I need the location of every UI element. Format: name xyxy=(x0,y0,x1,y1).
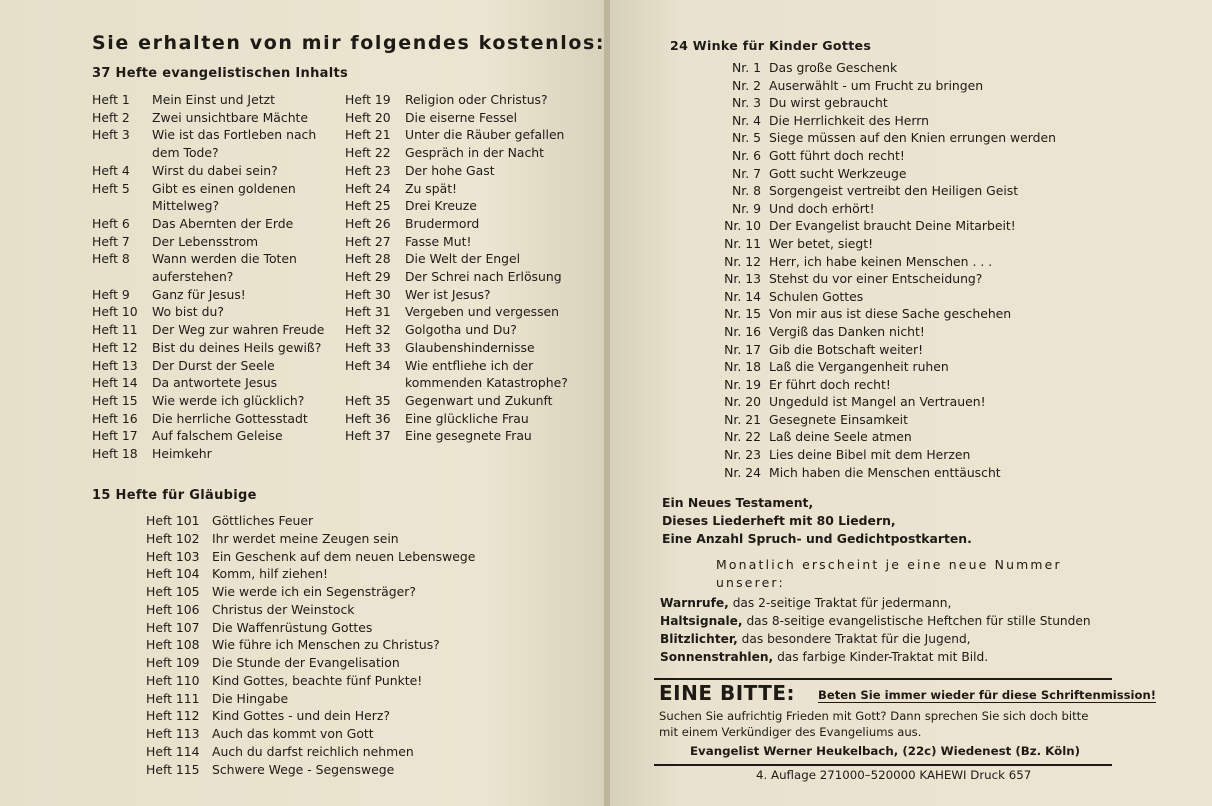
item-number: Heft 20 xyxy=(345,109,391,125)
item-number: Nr. 1 xyxy=(732,60,761,75)
item-title: Auch du darfst reichlich nehmen xyxy=(212,743,414,759)
list-item xyxy=(146,707,475,725)
item-number: Nr. 13 xyxy=(724,271,761,287)
item-title-continued: auferstehen? xyxy=(152,269,234,285)
list-item xyxy=(712,59,1056,77)
list-item xyxy=(92,321,324,339)
item-title: Du wirst gebraucht xyxy=(769,95,888,111)
item-number: Nr. 3 xyxy=(732,95,761,111)
item-number: Heft 8 xyxy=(92,251,130,267)
list-item xyxy=(345,250,568,268)
item-title: Gespräch in der Nacht xyxy=(405,145,544,161)
list-item xyxy=(146,672,475,690)
item-number: Heft 30 xyxy=(345,286,391,302)
item-title: Die Herrlichkeit des Herrn xyxy=(769,112,930,128)
list-item xyxy=(146,761,475,779)
list-item xyxy=(92,445,324,463)
list-item xyxy=(345,126,568,144)
item-number: Nr. 7 xyxy=(732,165,761,181)
list-item xyxy=(345,286,568,304)
item-number: Nr. 16 xyxy=(724,323,761,339)
item-number: Heft 15 xyxy=(92,392,138,408)
list-item xyxy=(146,512,475,530)
indent-spacer xyxy=(92,268,152,286)
item-number: Heft 103 xyxy=(146,548,200,564)
item-number: Heft 35 xyxy=(345,392,391,408)
list-item xyxy=(345,392,568,410)
list-item xyxy=(712,77,1056,95)
list-item xyxy=(712,112,1056,130)
item-title: Auf falschem Geleise xyxy=(152,428,283,444)
item-number: Heft 1 xyxy=(92,92,130,107)
series-item xyxy=(660,648,1091,666)
item-title: Das Abernten der Erde xyxy=(152,215,294,231)
list-item xyxy=(345,144,568,162)
list-item xyxy=(92,303,324,321)
item-title: Der Durst der Seele xyxy=(152,357,275,373)
item-title: Christus der Weinstock xyxy=(212,601,355,617)
list-item xyxy=(345,233,568,251)
item-title: Komm, hilf ziehen! xyxy=(212,566,329,582)
list-item xyxy=(712,446,1056,464)
list-item xyxy=(712,323,1056,341)
item-number: Heft 31 xyxy=(345,304,391,320)
item-title: Gesegnete Einsamkeit xyxy=(769,411,908,427)
booklet-list-1-18 xyxy=(92,91,324,463)
list-item xyxy=(92,374,324,392)
item-number: Heft 19 xyxy=(345,92,391,107)
item-title: Religion oder Christus? xyxy=(405,92,548,107)
list-item xyxy=(146,601,475,619)
booklet-list-101-115 xyxy=(146,512,475,778)
item-title: Laß deine Seele atmen xyxy=(769,429,912,445)
item-number: Nr. 8 xyxy=(732,183,761,199)
list-item xyxy=(146,530,475,548)
item-number: Nr. 18 xyxy=(724,359,761,375)
list-item xyxy=(345,268,568,286)
item-title: Unter die Räuber gefallen xyxy=(405,127,565,143)
item-number: Heft 9 xyxy=(92,286,130,302)
hints-list xyxy=(712,59,1056,481)
item-number: Heft 104 xyxy=(146,566,200,582)
list-item xyxy=(712,358,1056,376)
item-title: Ihr werdet meine Zeugen sein xyxy=(212,530,399,546)
item-number: Heft 28 xyxy=(345,251,391,267)
item-title: Sorgengeist vertreibt den Heiligen Geist xyxy=(769,183,1019,199)
item-title: Kind Gottes, beachte fünf Punkte! xyxy=(212,672,423,688)
item-title: Golgotha und Du? xyxy=(405,322,517,338)
item-number: Heft 111 xyxy=(146,690,200,706)
list-item xyxy=(712,129,1056,147)
item-number: Heft 107 xyxy=(146,619,200,635)
item-number: Heft 105 xyxy=(146,584,200,599)
item-title: Der Lebensstrom xyxy=(152,233,259,249)
item-number: Nr. 9 xyxy=(732,200,761,216)
item-number: Heft 114 xyxy=(146,743,200,759)
item-title: Die eiserne Fessel xyxy=(405,109,518,125)
indent-spacer xyxy=(92,144,152,162)
item-title: Die Welt der Engel xyxy=(405,251,521,267)
series-desc: das farbige Kinder-Traktat mit Bild. xyxy=(777,650,989,664)
item-number: Nr. 11 xyxy=(724,235,761,251)
list-item xyxy=(712,376,1056,394)
item-number: Heft 2 xyxy=(92,109,130,125)
list-item xyxy=(92,233,324,251)
list-item xyxy=(712,182,1056,200)
list-item xyxy=(345,162,568,180)
list-item xyxy=(92,109,324,127)
item-number: Nr. 5 xyxy=(732,130,761,146)
item-number: Nr. 10 xyxy=(724,218,761,234)
list-item xyxy=(712,165,1056,183)
series-item xyxy=(660,594,1091,612)
item-number: Heft 14 xyxy=(92,375,138,391)
item-title: Drei Kreuze xyxy=(405,198,477,214)
list-item xyxy=(345,197,568,215)
list-item xyxy=(92,250,324,268)
item-title: Heimkehr xyxy=(152,446,212,462)
item-number: Heft 115 xyxy=(146,761,200,777)
list-item xyxy=(146,654,475,672)
item-number: Heft 17 xyxy=(92,428,138,444)
publisher-signature: Evangelist Werner Heukelbach, (22c) Wiedenest (Bz. Köln) xyxy=(690,744,1081,758)
extra-item: Eine Anzahl Spruch- und Gedichtpostkarten. xyxy=(662,531,972,546)
item-title: Stehst du vor einer Entscheidung? xyxy=(769,271,983,287)
indent-spacer xyxy=(345,374,405,392)
list-item xyxy=(345,410,568,428)
series-desc: das 8-seitige evangelistische Heftchen für stille Stunden xyxy=(746,614,1091,628)
item-number: Heft 36 xyxy=(345,410,391,426)
divider-bottom xyxy=(654,764,1112,766)
item-title: Die Stunde der Evangelisation xyxy=(212,655,400,670)
print-info: 4. Auflage 271000–520000 KAHEWI Druck 657 xyxy=(756,768,1032,782)
list-item xyxy=(92,126,324,144)
list-item xyxy=(92,392,324,410)
list-item xyxy=(92,427,324,445)
item-title: Zwei unsichtbare Mächte xyxy=(152,109,309,125)
request-line: Suchen Sie aufrichtig Frieden mit Gott? Dann sprechen Sie sich doch bitte xyxy=(659,709,1089,723)
section-title-believers: 15 Hefte für Gläubige xyxy=(92,488,257,503)
page-heading: Sie erhalten von mir folgendes kostenlos: xyxy=(92,32,606,54)
item-number: Heft 26 xyxy=(345,215,391,231)
item-title-continued: dem Tode? xyxy=(152,145,219,161)
item-number: Heft 10 xyxy=(92,304,138,320)
list-item xyxy=(712,428,1056,446)
item-title: Und doch erhört! xyxy=(769,200,875,216)
item-number: Heft 6 xyxy=(92,215,130,231)
section-title-hints: 24 Winke für Kinder Gottes xyxy=(670,38,872,53)
item-title: Die herrliche Gottesstadt xyxy=(152,410,308,426)
list-item xyxy=(345,321,568,339)
extra-item: Ein Neues Testament, xyxy=(662,495,814,510)
request-line: mit einem Verkündiger des Evangeliums aus. xyxy=(659,725,922,739)
series-name: Sonnenstrahlen, xyxy=(660,650,774,664)
item-title: Er führt doch recht! xyxy=(769,376,891,392)
item-title: Der Weg zur wahren Freude xyxy=(152,322,325,338)
item-number: Nr. 14 xyxy=(724,288,761,304)
item-number: Heft 16 xyxy=(92,410,138,426)
item-number: Heft 12 xyxy=(92,339,138,355)
request-text xyxy=(659,708,1088,740)
list-item xyxy=(146,583,475,601)
item-number: Heft 25 xyxy=(345,198,391,214)
item-title-continued: Mittelweg? xyxy=(152,198,220,214)
list-item xyxy=(92,286,324,304)
item-number: Nr. 24 xyxy=(724,464,761,480)
list-item xyxy=(712,200,1056,218)
list-item xyxy=(345,109,568,127)
monthly-line: Monatlich erscheint je eine neue Nummer xyxy=(716,557,1062,572)
item-title: Fasse Mut! xyxy=(405,233,472,249)
list-item xyxy=(712,341,1056,359)
item-title: Vergeben und vergessen xyxy=(405,304,559,320)
item-title: Wie entfliehe ich der xyxy=(405,357,534,373)
item-title: Ganz für Jesus! xyxy=(152,286,246,302)
indent-spacer xyxy=(92,197,152,215)
list-item-continuation xyxy=(345,374,568,392)
item-number: Heft 22 xyxy=(345,145,391,161)
item-title: Göttliches Feuer xyxy=(212,513,314,528)
item-number: Nr. 17 xyxy=(724,341,761,357)
item-title: Schwere Wege - Segenswege xyxy=(212,761,395,777)
item-title: Der Evangelist braucht Deine Mitarbeit! xyxy=(769,218,1016,234)
item-title: Wer ist Jesus? xyxy=(405,286,491,302)
item-title: Von mir aus ist diese Sache geschehen xyxy=(769,306,1012,322)
item-number: Heft 27 xyxy=(345,233,391,249)
item-number: Heft 101 xyxy=(146,513,200,528)
item-title: Auch das kommt von Gott xyxy=(212,726,374,741)
extra-item: Dieses Liederheft mit 80 Liedern, xyxy=(662,513,896,528)
list-item xyxy=(345,215,568,233)
list-item xyxy=(712,464,1056,482)
item-title-continued: kommenden Katastrophe? xyxy=(405,375,568,391)
request-title: EINE BITTE: xyxy=(659,681,796,705)
item-number: Heft 110 xyxy=(146,672,200,688)
item-number: Heft 32 xyxy=(345,322,391,338)
item-title: Ein Geschenk auf dem neuen Lebenswege xyxy=(212,548,476,564)
list-item xyxy=(345,427,568,445)
item-number: Nr. 6 xyxy=(732,147,761,163)
request-subtitle: Beten Sie immer wieder für diese Schriftenmission! xyxy=(818,688,1157,702)
list-item xyxy=(712,147,1056,165)
item-number: Heft 109 xyxy=(146,655,200,670)
list-item xyxy=(345,91,568,109)
item-number: Heft 102 xyxy=(146,530,200,546)
item-number: Heft 37 xyxy=(345,428,391,444)
list-item xyxy=(712,305,1056,323)
list-item xyxy=(712,217,1056,235)
item-number: Heft 7 xyxy=(92,233,130,249)
item-title: Die Waffenrüstung Gottes xyxy=(212,619,373,635)
list-item xyxy=(146,725,475,743)
item-number: Nr. 20 xyxy=(724,394,761,410)
list-item xyxy=(712,253,1056,271)
item-number: Heft 108 xyxy=(146,637,200,653)
series-desc: das besondere Traktat für die Jugend, xyxy=(741,632,971,646)
item-title: Der hohe Gast xyxy=(405,162,495,178)
list-item xyxy=(712,411,1056,429)
item-title: Zu spät! xyxy=(405,180,458,196)
list-item xyxy=(92,410,324,428)
item-number: Heft 4 xyxy=(92,162,130,178)
series-name: Warnrufe, xyxy=(660,596,729,610)
item-number: Heft 23 xyxy=(345,162,391,178)
item-title: Wann werden die Toten xyxy=(152,251,297,267)
list-item xyxy=(92,357,324,375)
item-number: Heft 29 xyxy=(345,269,391,285)
list-item xyxy=(146,565,475,583)
book-gutter xyxy=(604,0,610,806)
item-number: Heft 13 xyxy=(92,357,138,373)
item-title: Wie werde ich glücklich? xyxy=(152,392,305,408)
list-item xyxy=(146,636,475,654)
item-number: Heft 33 xyxy=(345,339,391,355)
item-number: Heft 106 xyxy=(146,601,200,617)
item-title: Eine glückliche Frau xyxy=(405,410,529,426)
booklet-list-19-37 xyxy=(345,91,568,445)
list-item xyxy=(92,162,324,180)
item-title: Mich haben die Menschen enttäuscht xyxy=(769,464,1001,480)
list-item-continuation xyxy=(92,197,324,215)
series-item xyxy=(660,612,1091,630)
list-item xyxy=(92,339,324,357)
item-title: Brudermord xyxy=(405,215,480,231)
item-title: Gib die Botschaft weiter! xyxy=(769,341,924,357)
item-number: Nr. 12 xyxy=(724,253,761,269)
list-item xyxy=(712,393,1056,411)
list-item-continuation xyxy=(92,268,324,286)
item-title: Bist du deines Heils gewiß? xyxy=(152,339,322,355)
item-title: Siege müssen auf den Knien errungen werden xyxy=(769,130,1057,146)
item-title: Laß die Vergangenheit ruhen xyxy=(769,359,949,375)
list-item xyxy=(712,270,1056,288)
section-title-evangelistic: 37 Hefte evangelistischen Inhalts xyxy=(92,66,349,81)
item-title: Der Schrei nach Erlösung xyxy=(405,269,562,285)
series-name: Haltsignale, xyxy=(660,614,743,628)
item-number: Nr. 15 xyxy=(724,306,761,322)
series-item xyxy=(660,630,1091,648)
item-title: Wo bist du? xyxy=(152,304,224,320)
list-item xyxy=(92,91,324,109)
list-item xyxy=(146,548,475,566)
divider-top xyxy=(654,678,1112,680)
series-name: Blitzlichter, xyxy=(660,632,738,646)
list-item xyxy=(345,357,568,375)
list-item xyxy=(712,235,1056,253)
tract-series-list xyxy=(660,594,1091,666)
item-title: Wie ist das Fortleben nach xyxy=(152,127,317,143)
item-number: Nr. 2 xyxy=(732,77,761,93)
item-title: Mein Einst und Jetzt xyxy=(152,92,275,107)
list-item xyxy=(146,743,475,761)
item-number: Nr. 23 xyxy=(724,447,761,463)
item-number: Heft 11 xyxy=(92,322,138,338)
monthly-notice xyxy=(716,556,1062,592)
item-number: Heft 113 xyxy=(146,726,200,741)
item-title: Vergiß das Danken nicht! xyxy=(769,323,925,339)
item-number: Nr. 19 xyxy=(724,376,761,392)
item-number: Heft 18 xyxy=(92,446,138,462)
item-number: Heft 112 xyxy=(146,708,200,724)
item-number: Nr. 22 xyxy=(724,429,761,445)
list-item xyxy=(146,619,475,637)
monthly-line: unserer: xyxy=(716,575,785,590)
item-title: Eine gesegnete Frau xyxy=(405,428,532,444)
item-title: Wer betet, siegt! xyxy=(769,235,874,251)
item-title: Schulen Gottes xyxy=(769,288,864,304)
item-title: Da antwortete Jesus xyxy=(152,375,278,391)
item-number: Nr. 4 xyxy=(732,112,761,128)
list-item xyxy=(345,180,568,198)
list-item xyxy=(92,180,324,198)
item-title: Herr, ich habe keinen Menschen . . . xyxy=(769,253,993,269)
item-number: Heft 5 xyxy=(92,180,130,196)
series-desc: das 2-seitige Traktat für jedermann, xyxy=(732,596,952,610)
item-title: Wie führe ich Menschen zu Christus? xyxy=(212,637,440,653)
item-title: Wie werde ich ein Segensträger? xyxy=(212,584,416,599)
item-title: Kind Gottes - und dein Herz? xyxy=(212,708,390,724)
list-item xyxy=(712,288,1056,306)
item-title: Lies deine Bibel mit dem Herzen xyxy=(769,447,971,463)
item-title: Gegenwart und Zukunft xyxy=(405,392,553,408)
item-title: Gott sucht Werkzeuge xyxy=(769,165,907,181)
list-item-continuation xyxy=(92,144,324,162)
list-item xyxy=(345,339,568,357)
list-item xyxy=(712,94,1056,112)
item-title: Wirst du dabei sein? xyxy=(152,162,278,178)
item-number: Heft 21 xyxy=(345,127,391,143)
item-number: Heft 24 xyxy=(345,180,391,196)
item-title: Die Hingabe xyxy=(212,690,289,706)
item-number: Heft 34 xyxy=(345,357,391,373)
list-item xyxy=(345,303,568,321)
item-title: Das große Geschenk xyxy=(769,60,898,75)
item-number: Heft 3 xyxy=(92,127,130,143)
item-title: Gott führt doch recht! xyxy=(769,147,905,163)
item-title: Glaubenshindernisse xyxy=(405,339,535,355)
item-title: Gibt es einen goldenen xyxy=(152,180,296,196)
extras-list xyxy=(662,494,972,548)
item-number: Nr. 21 xyxy=(724,411,761,427)
list-item xyxy=(92,215,324,233)
list-item xyxy=(146,690,475,708)
item-title: Auserwählt - um Frucht zu bringen xyxy=(769,77,984,93)
item-title: Ungeduld ist Mangel an Vertrauen! xyxy=(769,394,986,410)
